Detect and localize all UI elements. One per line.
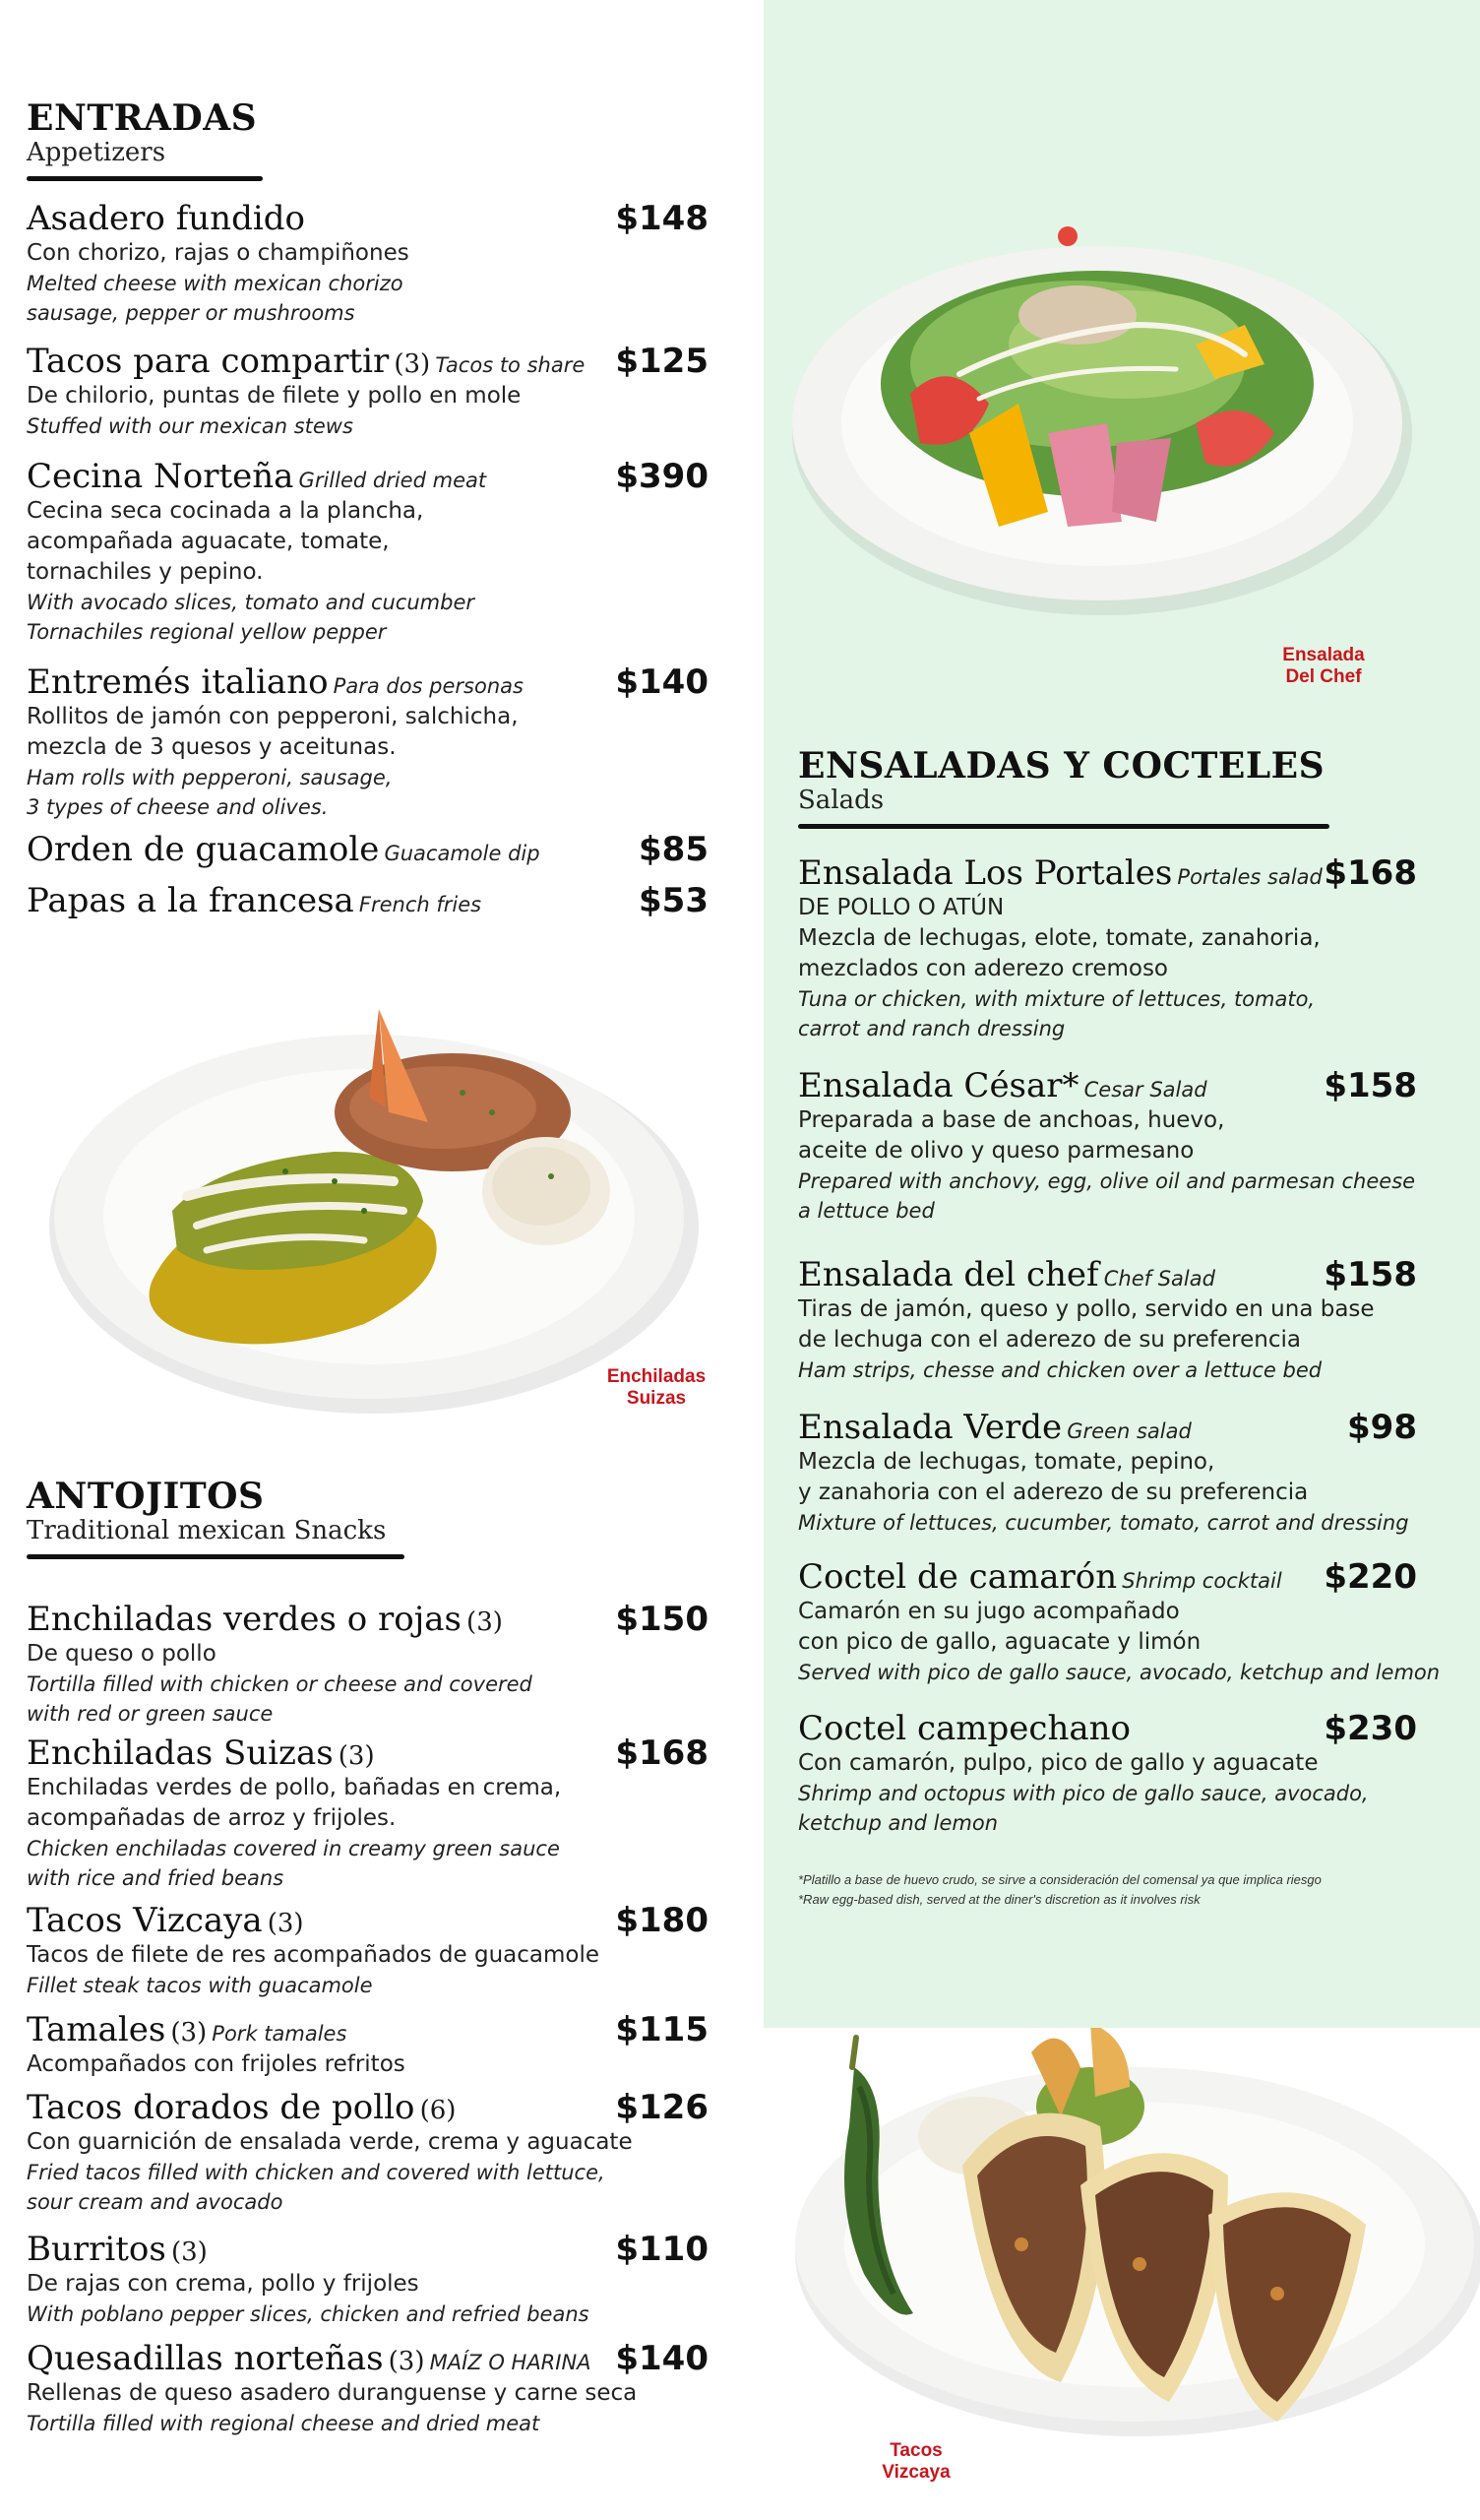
- item-price: $150: [615, 1600, 709, 1639]
- item-tag: Pork tamales: [212, 2022, 347, 2046]
- menu-item: [27, 662, 709, 822]
- item-desc-en: Tortilla filled with chicken or cheese and covered: [27, 1672, 532, 1696]
- menu-item: [27, 1733, 709, 1893]
- entradas-title: ENTRADAS: [27, 97, 258, 139]
- item-name: Tamales: [27, 2010, 166, 2049]
- menu-item: [798, 1408, 1417, 1538]
- item-desc: Con camarón, pulpo, pico de gallo y aguacate: [798, 1750, 1319, 1776]
- menu-item: [27, 457, 709, 647]
- item-desc: Enchiladas verdes de pollo, bañadas en crema,: [27, 1775, 562, 1800]
- item-desc-en: Tornachiles regional yellow pepper: [27, 620, 387, 644]
- raw-egg-note: *Platillo a base de huevo crudo, se sirve a consideración del comensal ya que implica riesgo *Raw egg-based dish, served at the diner's discretion as it involves risk: [798, 1872, 1322, 1907]
- item-desc: Preparada a base de anchoas, huevo,: [798, 1107, 1225, 1133]
- item-name: Orden de guacamole: [27, 830, 380, 869]
- item-name: Tacos dorados de pollo: [27, 2088, 415, 2127]
- item-tag: Guacamole dip: [384, 842, 540, 865]
- salad-photo: [782, 197, 1412, 630]
- item-desc-en: sour cream and avocado: [27, 2190, 283, 2214]
- salad-caption: Ensalada Del Chef: [1282, 645, 1365, 687]
- item-name: Cecina Norteña: [27, 457, 294, 496]
- item-price: $220: [1324, 1557, 1417, 1597]
- item-desc: Rellenas de queso asadero duranguense y carne seca: [27, 2380, 638, 2406]
- tacos-photo: [766, 2028, 1480, 2451]
- item-qty: (3): [388, 2347, 425, 2376]
- menu-item: [798, 1557, 1441, 1687]
- item-desc: Mezcla de lechugas, tomate, pepino,: [798, 1449, 1215, 1475]
- item-desc-en: Mixture of lettuces, cucumber, tomato, carrot and dressing: [798, 1511, 1409, 1535]
- menu-item: [27, 2010, 709, 2080]
- item-desc-en: Ham strips, chesse and chicken over a lettuce bed: [798, 1358, 1323, 1382]
- menu-item: [27, 1600, 709, 1729]
- item-desc-en: Served with pico de gallo sauce, avocado, ketchup and lemon: [798, 1661, 1441, 1684]
- item-qty: (3): [267, 1909, 304, 1938]
- menu-item: [798, 1066, 1417, 1226]
- item-name: Papas a la francesa: [27, 881, 354, 920]
- menu-item: [27, 2230, 709, 2329]
- item-name: Enchiladas verdes o rojas: [27, 1600, 462, 1639]
- menu-item: [27, 1901, 709, 2000]
- item-qty: (6): [419, 2096, 457, 2125]
- item-name: Ensalada César*: [798, 1066, 1079, 1105]
- item-price: $158: [1324, 1066, 1417, 1105]
- entradas-header: [27, 97, 263, 181]
- item-name: Ensalada Verde: [798, 1408, 1063, 1447]
- item-tag: Shrimp cocktail: [1122, 1569, 1282, 1593]
- item-price: $230: [1324, 1709, 1417, 1748]
- item-desc-en: sausage, pepper or mushrooms: [27, 301, 355, 325]
- item-desc: mezcla de 3 quesos y aceitunas.: [27, 734, 397, 760]
- item-name: Quesadillas norteñas: [27, 2339, 384, 2378]
- menu-item: [27, 830, 709, 869]
- antojitos-title: ANTOJITOS: [27, 1476, 265, 1517]
- item-desc: Tiras de jamón, queso y pollo, servido en una base: [798, 1296, 1375, 1322]
- item-desc: Tacos de filete de res acompañados de guacamole: [27, 1942, 600, 1968]
- item-price: $85: [639, 830, 709, 869]
- item-desc-en: carrot and ranch dressing: [798, 1017, 1066, 1040]
- item-desc: tornachiles y pepino.: [27, 559, 264, 585]
- item-desc-en: Melted cheese with mexican chorizo: [27, 272, 403, 295]
- item-tag: Green salad: [1067, 1419, 1192, 1443]
- item-price: $110: [615, 2230, 709, 2269]
- item-desc-en: ketchup and lemon: [798, 1811, 999, 1835]
- item-price: $390: [615, 457, 709, 496]
- item-price: $126: [615, 2088, 709, 2127]
- item-desc-en: With avocado slices, tomato and cucumber: [27, 591, 474, 614]
- entradas-subtitle: Appetizers: [27, 137, 166, 167]
- item-name: Tacos para compartir: [27, 342, 390, 381]
- item-price: $140: [615, 2339, 709, 2378]
- ensaladas-subtitle: Salads: [798, 785, 885, 815]
- item-qty: (3): [338, 1741, 375, 1771]
- item-price: $125: [615, 342, 709, 381]
- item-price: $168: [615, 1733, 709, 1773]
- item-desc: DE POLLO O ATÚN: [798, 895, 1005, 920]
- item-desc: con pico de gallo, aguacate y limón: [798, 1629, 1202, 1655]
- menu-item: [27, 199, 709, 328]
- item-name: Ensalada del chef: [798, 1255, 1099, 1294]
- item-tag: Para dos personas: [333, 674, 524, 698]
- item-desc: De rajas con crema, pollo y frijoles: [27, 2271, 419, 2297]
- item-name: Ensalada Los Portales: [798, 853, 1173, 893]
- item-tag: MAÍZ O HARINA: [429, 2351, 591, 2374]
- item-name: Enchiladas Suizas: [27, 1733, 334, 1773]
- item-desc: de lechuga con el aderezo de su preferencia: [798, 1327, 1301, 1353]
- item-price: $140: [615, 662, 709, 702]
- item-desc: Cecina seca cocinada a la plancha,: [27, 498, 424, 524]
- item-desc: De queso o pollo: [27, 1641, 216, 1667]
- item-qty: (3): [170, 2237, 208, 2267]
- item-desc: acompañada aguacate, tomate,: [27, 529, 390, 554]
- item-desc-en: Ham rolls with pepperoni, sausage,: [27, 766, 393, 789]
- item-tag: Grilled dried meat: [298, 469, 487, 492]
- item-desc-en: Shrimp and octopus with pico de gallo sauce, avocado,: [798, 1782, 1369, 1805]
- item-qty: (3): [394, 349, 431, 379]
- menu-item: [798, 1255, 1417, 1385]
- menu-item: [27, 2088, 709, 2217]
- item-desc: aceite de olivo y queso parmesano: [798, 1138, 1195, 1164]
- menu-item: [27, 881, 709, 920]
- menu-item: [27, 342, 709, 441]
- menu-item: [798, 1709, 1417, 1838]
- menu-item: [27, 2339, 709, 2438]
- item-desc-en: 3 types of cheese and olives.: [27, 795, 329, 819]
- item-desc: y zanahoria con el aderezo de su preferencia: [798, 1480, 1309, 1505]
- item-tag: Cesar Salad: [1083, 1078, 1207, 1102]
- item-desc: mezclados con aderezo cremoso: [798, 956, 1169, 981]
- entradas-rule: [27, 176, 263, 181]
- item-desc: De chilorio, puntas de filete y pollo en mole: [27, 383, 522, 409]
- menu-item: [798, 853, 1417, 1043]
- item-desc: acompañadas de arroz y frijoles.: [27, 1805, 397, 1831]
- item-name: Entremés italiano: [27, 662, 329, 702]
- item-desc-en: Tortilla filled with regional cheese and dried meat: [27, 2412, 540, 2435]
- item-name: Tacos Vizcaya: [27, 1901, 263, 1940]
- item-desc-en: Prepared with anchovy, egg, olive oil and parmesan cheese: [798, 1169, 1416, 1193]
- item-desc-en: With poblano pepper slices, chicken and refried beans: [27, 2302, 589, 2326]
- enchiladas-caption: Enchiladas Suizas: [606, 1366, 707, 1409]
- item-desc-en: with red or green sauce: [27, 1702, 274, 1726]
- ensaladas-header: [798, 745, 1329, 829]
- item-desc: Con guarnición de ensalada verde, crema y aguacate: [27, 2129, 633, 2155]
- item-desc-en: Chicken enchiladas covered in creamy green sauce: [27, 1837, 560, 1860]
- antojitos-rule: [27, 1554, 404, 1559]
- item-tag: Portales salad: [1177, 865, 1323, 889]
- item-qty: (3): [170, 2018, 208, 2048]
- item-qty: (3): [466, 1607, 503, 1637]
- ensaladas-rule: [798, 824, 1329, 829]
- item-price: $98: [1347, 1408, 1417, 1447]
- item-desc-en: Fillet steak tacos with guacamole: [27, 1974, 373, 1997]
- item-name: Asadero fundido: [27, 199, 305, 238]
- item-desc: Mezcla de lechugas, elote, tomate, zanahoria,: [798, 925, 1321, 951]
- antojitos-subtitle: Traditional mexican Snacks: [27, 1515, 387, 1545]
- item-desc: Camarón en su jugo acompañado: [798, 1599, 1180, 1624]
- item-desc: Acompañados con frijoles refritos: [27, 2051, 405, 2077]
- item-desc-en: with rice and fried beans: [27, 1866, 284, 1890]
- item-desc-en: Stuffed with our mexican stews: [27, 414, 353, 438]
- item-price: $180: [615, 1901, 709, 1940]
- item-price: $53: [639, 881, 709, 920]
- ensaladas-title: ENSALADAS Y COCTELES: [798, 745, 1326, 787]
- tacos-caption: Tacos Vizcaya: [882, 2440, 951, 2483]
- item-name: Coctel campechano: [798, 1709, 1132, 1748]
- item-price: $115: [615, 2010, 709, 2049]
- item-name: Burritos: [27, 2230, 166, 2269]
- antojitos-header: [27, 1476, 404, 1559]
- item-price: $158: [1324, 1255, 1417, 1294]
- item-tag: Tacos to share: [435, 353, 586, 377]
- item-tag: French fries: [358, 893, 482, 916]
- item-tag: Chef Salad: [1103, 1267, 1215, 1291]
- item-price: $168: [1324, 853, 1417, 893]
- item-desc-en: Fried tacos filled with chicken and covered with lettuce,: [27, 2161, 605, 2184]
- item-desc: Con chorizo, rajas o champiñones: [27, 240, 409, 266]
- item-desc: Rollitos de jamón con pepperoni, salchicha,: [27, 704, 519, 729]
- item-desc-en: a lettuce bed: [798, 1199, 935, 1223]
- item-name: Coctel de camarón: [798, 1557, 1118, 1597]
- item-price: $148: [615, 199, 709, 238]
- item-desc-en: Tuna or chicken, with mixture of lettuces, tomato,: [798, 987, 1316, 1011]
